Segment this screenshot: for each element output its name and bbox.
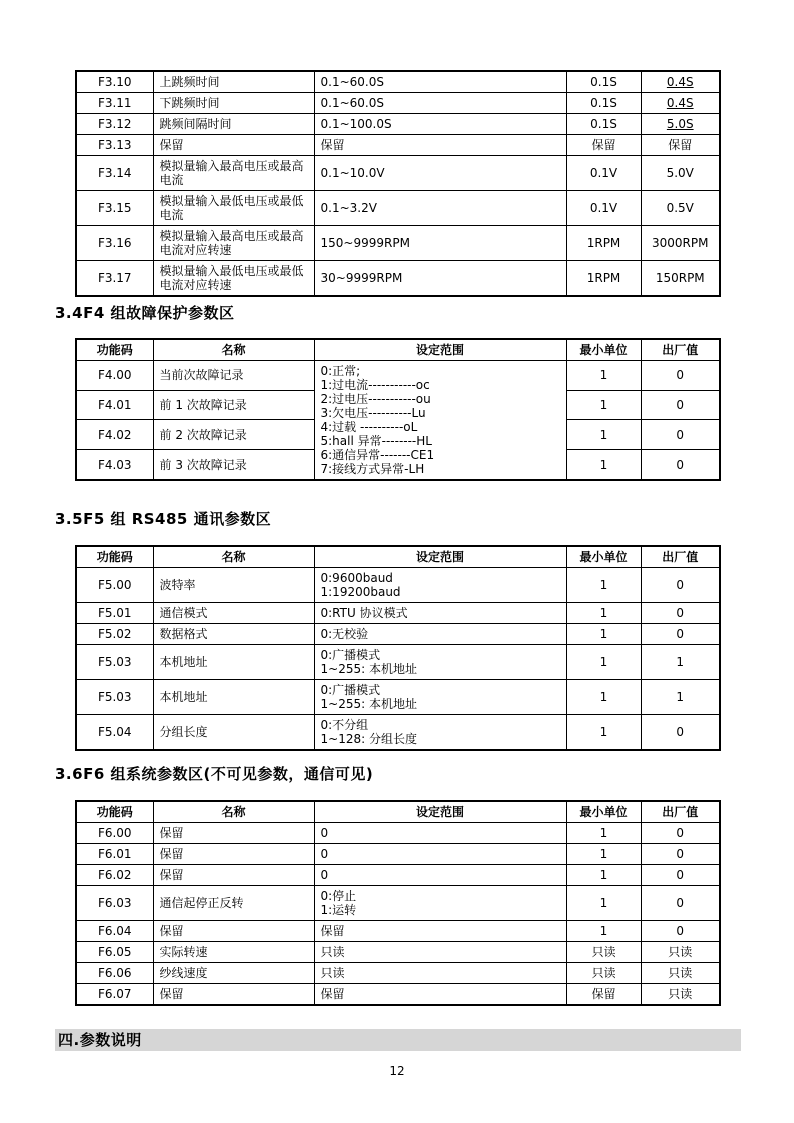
param-name: 前 2 次故障记录 [153,420,314,450]
param-unit: 保留 [566,984,641,1006]
column-header: 功能码 [76,546,153,568]
param-row-F3.14 [76,156,720,191]
param-code: F6.05 [76,942,153,963]
column-header: 功能码 [76,801,153,823]
f4-parameter-table [75,338,721,481]
param-default: 0 [641,823,720,844]
param-row-F6.02 [76,865,720,886]
param-name: 保留 [153,135,314,156]
param-default: 0 [641,921,720,942]
param-code: F3.16 [76,226,153,261]
param-range: 0 [314,865,566,886]
f5-parameter-table [75,545,721,751]
param-unit: 0.1V [566,156,641,191]
param-name: 前 1 次故障记录 [153,390,314,420]
param-row-F5.02 [76,624,720,645]
param-code: F6.03 [76,886,153,921]
param-default: 0.4S [641,71,720,93]
column-header: 设定范围 [314,546,566,568]
param-name: 保留 [153,865,314,886]
param-row-F6.01 [76,844,720,865]
param-code: F5.00 [76,568,153,603]
param-unit: 0.1S [566,114,641,135]
param-range: 0:RTU 协议模式 [314,603,566,624]
param-name: 实际转速 [153,942,314,963]
column-header: 名称 [153,546,314,568]
param-default: 0 [641,603,720,624]
param-unit: 1 [566,823,641,844]
param-unit: 1 [566,921,641,942]
param-row-F5.03 [76,645,720,680]
param-row-F6.05 [76,942,720,963]
param-default: 0 [641,450,720,480]
param-unit: 1RPM [566,226,641,261]
param-default: 保留 [641,135,720,156]
param-range: 保留 [314,984,566,1006]
param-code: F3.13 [76,135,153,156]
param-default: 0 [641,390,720,420]
param-unit: 1 [566,390,641,420]
param-default: 只读 [641,942,720,963]
param-name: 保留 [153,921,314,942]
param-code: F5.03 [76,645,153,680]
param-unit: 1 [566,450,641,480]
param-default: 0 [641,624,720,645]
param-range: 0 [314,823,566,844]
param-code: F4.00 [76,361,153,391]
param-default: 1 [641,645,720,680]
param-code: F5.01 [76,603,153,624]
param-name: 通信模式 [153,603,314,624]
param-range: 150~9999RPM [314,226,566,261]
param-default: 0 [641,844,720,865]
table-header-row [76,546,720,568]
param-range: 0.1~60.0S [314,71,566,93]
param-code: F4.02 [76,420,153,450]
param-code: F6.02 [76,865,153,886]
param-default: 0 [641,420,720,450]
table-header-row [76,339,720,361]
param-default: 0 [641,568,720,603]
param-row-F6.00 [76,823,720,844]
param-code: F3.17 [76,261,153,297]
section-heading-parameter-description [55,1029,741,1051]
param-row-F6.06 [76,963,720,984]
param-default: 0 [641,865,720,886]
param-range-merged: 0:正常; 1:过电流-----------oc 2:过电压-----------ou 3:欠电压----------Lu 4:过载 ----------oL 5:hall 异常--------HL 6:通信异常-------CE1 7:接线方式异常-LH [314,361,566,481]
section-heading-f4-group: 3.4F4 组故障保护参数区 [55,304,235,322]
param-range: 0:广播模式 1~255: 本机地址 [314,645,566,680]
param-name: 本机地址 [153,645,314,680]
param-row-F3.12 [76,114,720,135]
param-name: 保留 [153,844,314,865]
param-name: 本机地址 [153,680,314,715]
section-heading-parameter-description-label: 四.参数说明 [58,1031,142,1049]
param-default: 150RPM [641,261,720,297]
f3-parameter-table [75,70,721,297]
param-range: 0.1~100.0S [314,114,566,135]
param-unit: 只读 [566,963,641,984]
column-header: 出厂值 [641,339,720,361]
param-range: 0:不分组 1~128: 分组长度 [314,715,566,751]
param-code: F6.06 [76,963,153,984]
param-code: F3.12 [76,114,153,135]
section-heading-f5-group: 3.5F5 组 RS485 通讯参数区 [55,510,272,528]
param-range: 保留 [314,135,566,156]
param-name: 上跳频时间 [153,71,314,93]
param-row-F6.03 [76,886,720,921]
param-code: F3.11 [76,93,153,114]
param-row-F3.15 [76,191,720,226]
param-code: F5.03 [76,680,153,715]
param-name: 数据格式 [153,624,314,645]
column-header: 出厂值 [641,801,720,823]
param-unit: 1RPM [566,261,641,297]
table-header-row [76,801,720,823]
param-range: 0.1~60.0S [314,93,566,114]
param-name: 分组长度 [153,715,314,751]
param-unit: 只读 [566,942,641,963]
param-unit: 1 [566,886,641,921]
param-name: 模拟量输入最高电压或最高电流对应转速 [153,226,314,261]
param-default: 只读 [641,984,720,1006]
column-header: 名称 [153,339,314,361]
param-code: F6.07 [76,984,153,1006]
param-name: 模拟量输入最高电压或最高电流 [153,156,314,191]
param-code: F6.04 [76,921,153,942]
section-heading-f6-group: 3.6F6 组系统参数区(不可见参数，通信可见) [55,765,374,783]
column-header: 最小单位 [566,546,641,568]
param-name: 跳频间隔时间 [153,114,314,135]
param-name: 通信起停正反转 [153,886,314,921]
param-unit: 1 [566,645,641,680]
param-range: 0 [314,844,566,865]
param-code: F4.03 [76,450,153,480]
param-row-F3.17 [76,261,720,297]
param-unit: 1 [566,568,641,603]
param-default: 只读 [641,963,720,984]
param-unit: 保留 [566,135,641,156]
param-name: 波特率 [153,568,314,603]
param-range: 0.1~10.0V [314,156,566,191]
param-unit: 1 [566,624,641,645]
param-unit: 1 [566,603,641,624]
column-header: 功能码 [76,339,153,361]
param-name: 模拟量输入最低电压或最低电流对应转速 [153,261,314,297]
param-range: 保留 [314,921,566,942]
param-name: 下跳频时间 [153,93,314,114]
param-code: F6.00 [76,823,153,844]
param-code: F5.04 [76,715,153,751]
param-range: 0:无校验 [314,624,566,645]
param-row-F3.16 [76,226,720,261]
param-range: 0.1~3.2V [314,191,566,226]
column-header: 出厂值 [641,546,720,568]
param-name: 模拟量输入最低电压或最低电流 [153,191,314,226]
param-unit: 0.1S [566,71,641,93]
param-default: 5.0V [641,156,720,191]
param-range: 只读 [314,942,566,963]
param-range: 0:广播模式 1~255: 本机地址 [314,680,566,715]
param-row-F5.04 [76,715,720,751]
param-unit: 0.1S [566,93,641,114]
param-code: F4.01 [76,390,153,420]
param-default: 0 [641,715,720,751]
param-row-F6.04 [76,921,720,942]
param-default: 1 [641,680,720,715]
param-default: 0 [641,886,720,921]
param-row-F4.00 [76,361,720,391]
param-code: F3.14 [76,156,153,191]
param-range: 只读 [314,963,566,984]
param-code: F5.02 [76,624,153,645]
param-default: 0.4S [641,93,720,114]
param-unit: 1 [566,844,641,865]
param-row-F3.11 [76,93,720,114]
param-unit: 0.1V [566,191,641,226]
param-range: 0:9600baud 1:19200baud [314,568,566,603]
param-range: 30~9999RPM [314,261,566,297]
param-unit: 1 [566,680,641,715]
param-unit: 1 [566,715,641,751]
f6-parameter-table [75,800,721,1006]
param-unit: 1 [566,361,641,391]
column-header: 设定范围 [314,801,566,823]
param-unit: 1 [566,865,641,886]
column-header: 设定范围 [314,339,566,361]
param-unit: 1 [566,420,641,450]
column-header: 名称 [153,801,314,823]
param-row-F5.01 [76,603,720,624]
param-code: F3.10 [76,71,153,93]
param-row-F3.13 [76,135,720,156]
param-code: F6.01 [76,844,153,865]
param-range: 0:停止 1:运转 [314,886,566,921]
param-name: 保留 [153,823,314,844]
param-name: 前 3 次故障记录 [153,450,314,480]
param-default: 5.0S [641,114,720,135]
column-header: 最小单位 [566,339,641,361]
param-row-F5.00 [76,568,720,603]
param-name: 当前次故障记录 [153,361,314,391]
param-row-F6.07 [76,984,720,1006]
param-default: 0.5V [641,191,720,226]
param-default: 3000RPM [641,226,720,261]
param-default: 0 [641,361,720,391]
param-name: 保留 [153,984,314,1006]
param-code: F3.15 [76,191,153,226]
param-name: 纱线速度 [153,963,314,984]
param-row-F3.10 [76,71,720,93]
page-number: 12 [389,1064,405,1078]
column-header: 最小单位 [566,801,641,823]
param-row-F5.03 [76,680,720,715]
